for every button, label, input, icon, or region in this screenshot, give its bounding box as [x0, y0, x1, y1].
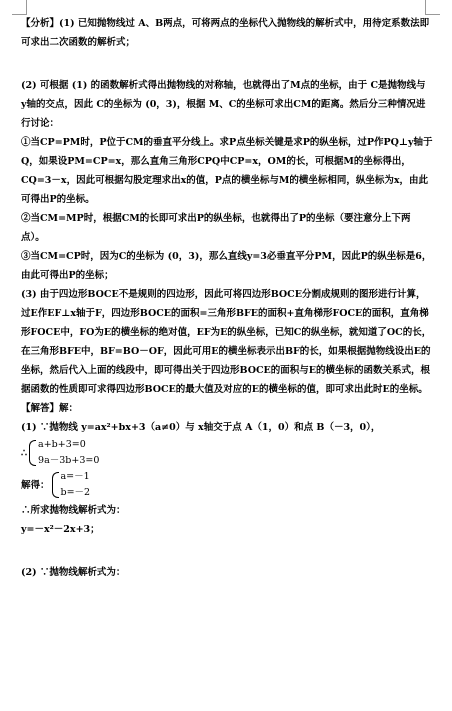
analysis-case-3: ③当CM=CP时，因为C的坐标为 (0，3)，那么直线y=3必垂直平分PM，因此P的纵坐标是6，由此可得出P的坐标； [21, 251, 432, 281]
document-body [21, 14, 433, 582]
analysis-part-3: (3) 由于四边形BOCE不是规则的四边形，因此可将四边形BOCE分割成规则的图形进行计算，过E作EF⊥x轴于F，四边形BOCE的面积=三角形BFE的面积+直角梯形FOCE的面积，直角梯形FOCE中，FO为E的横坐标的绝对值，EF为E的纵坐标，已知C的纵坐标，就知道了OC的长，在三角形BFE中，BF=BO－OF，因此可用E的横坐标表示出BF的长，如果根据抛物线设出E的坐标，然后代入上面的线段中，即可得出关于四边形BOCE的面积与E的横坐标的函数关系式，根据函数的性质即可求得四边形BOCE的最大值及对应的E的横坐标的值，即可求出此时E的坐标。 [21, 289, 432, 395]
result-a: a=－1 [60, 471, 90, 482]
solution-step-2: ∴所求抛物线解析式为： [21, 505, 126, 516]
analysis-part-2: (2) 可根据 (1) 的函数解析式得出抛物线的对称轴，也就得出了M点的坐标，由于 C是抛物线与 y轴的交点，因此 C的坐标为 (0，3)，根据 M、C的坐标可求出CM的距离。然后分三种情况进行讨论： [21, 80, 426, 129]
analysis-part-1: 【分析】(1) 已知抛物线过 A、B两点，可将两点的坐标代入抛物线的解析式中，用待定系数法即可求出二次函数的解析式； [21, 18, 430, 48]
equation-system [21, 437, 433, 469]
analysis-case-1: ①当CP=PM时，P位于CM的垂直平分线上。求P点坐标关键是求P的纵坐标，过P作PQ⊥y轴于Q，如果设PM=CP=x，那么直角三角形CPQ中CP=x，OM的长，可根据M的坐标得出，CQ=3－x，因此可根据勾股定理求出x的值，P点的横坐标与M的横坐标相同，纵坐标为x，由此可得出P的坐标。 [21, 137, 433, 205]
page-corner-mark-left [12, 0, 27, 15]
page-corner-mark-right [425, 0, 440, 15]
left-brace [52, 472, 59, 498]
analysis-case-2: ②当CM=MP时，根据CM的长即可求出P的纵坐标，也就得出了P的坐标（要注意分上下两点）。 [21, 213, 411, 243]
result-b: b=－2 [60, 487, 91, 498]
solution-system [21, 469, 433, 501]
solve-label: 解得： [21, 479, 50, 491]
therefore-symbol: ∴ [21, 447, 28, 459]
solution-heading: 【解答】解： [21, 403, 79, 414]
solution-step-3: (2) ∵抛物线解析式为： [21, 567, 126, 578]
equation-1: a+b+3=0 [38, 439, 86, 450]
equation-2: 9a－3b+3=0 [38, 455, 100, 466]
left-brace [29, 440, 36, 466]
parabola-equation: y=－x²－2x+3； [21, 524, 100, 535]
solution-step-1: (1) ∵抛物线 y=ax²+bx+3（a≠0）与 x轴交于点 A（1，0）和点 B（－3，0）， [21, 422, 381, 433]
